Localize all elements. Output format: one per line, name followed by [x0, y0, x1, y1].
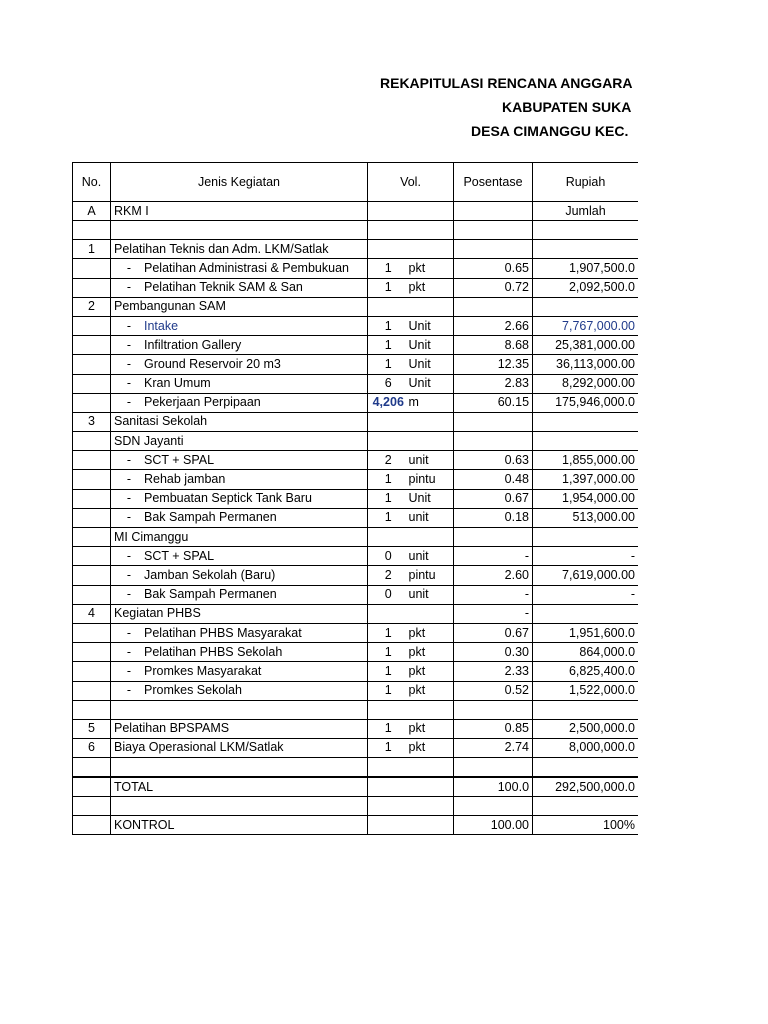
cell-no	[73, 566, 111, 585]
table-row	[73, 412, 639, 431]
cell-qty: 2	[368, 566, 406, 585]
cell-no	[73, 470, 111, 489]
cell-qty: 1	[368, 719, 406, 738]
cell-item	[111, 643, 368, 662]
item-label: Pelatihan BPSPAMS	[114, 721, 230, 736]
cell-unit	[406, 432, 454, 451]
cell-posentase: 0.72	[454, 278, 533, 297]
cell-rupiah: 2,500,000.0	[533, 719, 638, 738]
cell-posentase	[454, 297, 533, 316]
cell-no	[73, 355, 111, 374]
cell-rupiah: 864,000.0	[533, 643, 638, 662]
item-label: Pelatihan Teknis dan Adm. LKM/Satlak	[114, 241, 329, 256]
sub-item-marker: -	[126, 644, 132, 659]
cell-unit	[406, 604, 454, 623]
cell-item	[111, 470, 368, 489]
cell-item	[111, 240, 368, 259]
cell-qty: 1	[368, 278, 406, 297]
cell-unit: Unit	[406, 355, 454, 374]
cell-no: 2	[73, 297, 111, 316]
cell-item	[111, 681, 368, 700]
cell-qty	[368, 297, 406, 316]
item-label: TOTAL	[114, 779, 154, 794]
cell-item	[111, 374, 368, 393]
cell-unit: unit	[406, 547, 454, 566]
cell-qty: 1	[368, 681, 406, 700]
cell-qty: 6	[368, 374, 406, 393]
table-row	[73, 316, 639, 335]
cell-posentase	[454, 528, 533, 547]
table-body	[73, 202, 639, 835]
cell-posentase	[454, 758, 533, 778]
cell-no	[73, 681, 111, 700]
cell-item	[111, 816, 368, 835]
cell-item	[111, 489, 368, 508]
cell-rupiah: 36,113,000.00	[533, 355, 638, 374]
cell-posentase: -	[454, 585, 533, 604]
cell-posentase: 2.33	[454, 662, 533, 681]
cell-no	[73, 700, 111, 719]
table-row	[73, 259, 639, 278]
item-label: Jamban Sekolah (Baru)	[144, 567, 276, 582]
table-row	[73, 470, 639, 489]
cell-no	[73, 374, 111, 393]
cell-rupiah: -	[533, 585, 638, 604]
cell-posentase	[454, 221, 533, 240]
table-row	[73, 816, 639, 835]
item-label: Pelatihan PHBS Masyarakat	[144, 625, 302, 640]
cell-posentase: -	[454, 604, 533, 623]
cell-unit: pkt	[406, 719, 454, 738]
cell-no	[73, 278, 111, 297]
cell-unit: unit	[406, 508, 454, 527]
table-row	[73, 278, 639, 297]
cell-unit	[406, 221, 454, 240]
cell-qty	[368, 700, 406, 719]
cell-qty: 1	[368, 336, 406, 355]
sub-item-marker: -	[126, 376, 132, 391]
item-label: SCT + SPAL	[144, 548, 215, 563]
item-label: SDN Jayanti	[114, 433, 184, 448]
cell-qty: 1	[368, 355, 406, 374]
table-row	[73, 355, 639, 374]
cell-no	[73, 528, 111, 547]
cell-rupiah: 25,381,000.00	[533, 336, 638, 355]
cell-no: 1	[73, 240, 111, 259]
cell-no	[73, 432, 111, 451]
cell-qty	[368, 797, 406, 816]
cell-posentase: 0.63	[454, 451, 533, 470]
cell-qty: 1	[368, 662, 406, 681]
cell-item	[111, 412, 368, 431]
cell-item	[111, 797, 368, 816]
cell-no: 3	[73, 412, 111, 431]
cell-item	[111, 355, 368, 374]
spacer-row	[73, 700, 639, 719]
cell-rupiah: 513,000.00	[533, 508, 638, 527]
cell-unit: pkt	[406, 278, 454, 297]
table-row	[73, 297, 639, 316]
cell-unit: m	[406, 393, 454, 412]
sub-item-marker: -	[126, 260, 132, 275]
item-label: Pekerjaan Perpipaan	[144, 395, 261, 410]
item-label: RKM I	[114, 203, 149, 218]
cell-rupiah: 7,619,000.00	[533, 566, 638, 585]
cell-unit	[406, 700, 454, 719]
cell-item	[111, 221, 368, 240]
cell-posentase: 0.48	[454, 470, 533, 489]
cell-qty	[368, 202, 406, 221]
item-label: Kran Umum	[144, 376, 211, 391]
table-row	[73, 681, 639, 700]
cell-no: 4	[73, 604, 111, 623]
table-row	[73, 777, 639, 797]
cell-qty: 4,206	[368, 393, 406, 412]
cell-unit: unit	[406, 585, 454, 604]
cell-rupiah: 7,767,000.00	[533, 316, 638, 335]
table-row	[73, 738, 639, 757]
item-label: Bak Sampah Permanen	[144, 510, 277, 525]
cell-no	[73, 393, 111, 412]
cell-rupiah: 1,855,000.00	[533, 451, 638, 470]
item-label: Intake	[144, 318, 179, 333]
cell-item	[111, 585, 368, 604]
cell-qty	[368, 604, 406, 623]
cell-rupiah: 6,825,400.0	[533, 662, 638, 681]
cell-no	[73, 489, 111, 508]
item-label: Pembangunan SAM	[114, 299, 226, 314]
table-row	[73, 662, 639, 681]
header-posentase: Posentase	[454, 163, 533, 202]
table-row	[73, 528, 639, 547]
cell-item	[111, 777, 368, 797]
sub-item-marker: -	[126, 510, 132, 525]
cell-no	[73, 547, 111, 566]
cell-rupiah	[533, 412, 638, 431]
table-row	[73, 547, 639, 566]
cell-item	[111, 432, 368, 451]
cell-no	[73, 585, 111, 604]
sub-item-marker: -	[126, 337, 132, 352]
cell-no	[73, 777, 111, 797]
title-line-1: REKAPITULASI RENCANA ANGGARA	[380, 75, 633, 91]
cell-rupiah: 1,954,000.00	[533, 489, 638, 508]
cell-unit	[406, 412, 454, 431]
title-line-2: KABUPATEN SUKA	[502, 99, 632, 115]
table-row	[73, 566, 639, 585]
table-row	[73, 643, 639, 662]
cell-no: A	[73, 202, 111, 221]
cell-posentase	[454, 797, 533, 816]
title-line-3: DESA CIMANGGU KEC.	[471, 123, 629, 139]
item-label: Sanitasi Sekolah	[114, 414, 208, 429]
cell-qty: 1	[368, 738, 406, 757]
cell-rupiah: 175,946,000.0	[533, 393, 638, 412]
cell-no	[73, 643, 111, 662]
cell-qty: 1	[368, 489, 406, 508]
cell-unit: unit	[406, 451, 454, 470]
cell-rupiah: 2,092,500.0	[533, 278, 638, 297]
header-rupiah: Rupiah	[533, 163, 638, 202]
cell-rupiah	[533, 432, 638, 451]
cell-posentase: 2.60	[454, 566, 533, 585]
cell-rupiah	[533, 604, 638, 623]
cell-qty: 1	[368, 470, 406, 489]
item-label: KONTROL	[114, 817, 175, 832]
cell-item	[111, 604, 368, 623]
table-row	[73, 336, 639, 355]
item-label: Promkes Masyarakat	[144, 663, 262, 678]
cell-rupiah: 1,397,000.00	[533, 470, 638, 489]
item-label: Rehab jamban	[144, 472, 226, 487]
table-row	[73, 508, 639, 527]
cell-unit: pkt	[406, 259, 454, 278]
cell-posentase: 100.0	[454, 777, 533, 797]
cell-posentase: 0.67	[454, 489, 533, 508]
cell-qty	[368, 777, 406, 797]
spacer-row	[73, 221, 639, 240]
sub-item-marker: -	[126, 318, 132, 333]
header-row	[73, 163, 639, 202]
cell-item	[111, 316, 368, 335]
item-label: Promkes Sekolah	[144, 683, 242, 698]
cell-qty	[368, 528, 406, 547]
cell-qty: 0	[368, 585, 406, 604]
cell-qty	[368, 816, 406, 835]
cell-rupiah	[533, 297, 638, 316]
item-label: Pelatihan PHBS Sekolah	[144, 644, 283, 659]
cell-no	[73, 623, 111, 642]
budget-table	[72, 162, 638, 835]
cell-unit: Unit	[406, 489, 454, 508]
cell-unit	[406, 202, 454, 221]
sub-item-marker: -	[126, 567, 132, 582]
cell-unit: Unit	[406, 374, 454, 393]
cell-posentase	[454, 432, 533, 451]
cell-posentase	[454, 240, 533, 259]
cell-rupiah	[533, 240, 638, 259]
cell-qty: 1	[368, 316, 406, 335]
cell-item	[111, 700, 368, 719]
item-label: Pelatihan Administrasi & Pembukuan	[144, 260, 349, 275]
sub-item-marker: -	[126, 280, 132, 295]
cell-qty: 2	[368, 451, 406, 470]
cell-rupiah	[533, 797, 638, 816]
item-label: Pembuatan Septick Tank Baru	[144, 491, 312, 506]
cell-unit	[406, 777, 454, 797]
table-row	[73, 623, 639, 642]
cell-no	[73, 259, 111, 278]
cell-unit	[406, 240, 454, 259]
cell-posentase	[454, 412, 533, 431]
cell-posentase: 8.68	[454, 336, 533, 355]
cell-qty	[368, 240, 406, 259]
cell-no: 5	[73, 719, 111, 738]
sub-item-marker: -	[126, 395, 132, 410]
cell-unit	[406, 528, 454, 547]
cell-item	[111, 547, 368, 566]
cell-posentase: -	[454, 547, 533, 566]
cell-posentase: 2.66	[454, 316, 533, 335]
cell-qty: 1	[368, 508, 406, 527]
cell-item	[111, 259, 368, 278]
cell-qty	[368, 432, 406, 451]
cell-qty	[368, 758, 406, 778]
cell-rupiah: 8,000,000.0	[533, 738, 638, 757]
sub-item-marker: -	[126, 548, 132, 563]
cell-item	[111, 623, 368, 642]
cell-posentase: 0.67	[454, 623, 533, 642]
table-row	[73, 432, 639, 451]
cell-no: 6	[73, 738, 111, 757]
cell-no	[73, 662, 111, 681]
sub-item-marker: -	[126, 663, 132, 678]
cell-posentase: 0.85	[454, 719, 533, 738]
cell-item	[111, 508, 368, 527]
cell-unit: Unit	[406, 316, 454, 335]
cell-unit	[406, 758, 454, 778]
cell-item	[111, 202, 368, 221]
header-vol: Vol.	[368, 163, 454, 202]
cell-rupiah: 1,907,500.0	[533, 259, 638, 278]
cell-rupiah: 1,951,600.0	[533, 623, 638, 642]
cell-no	[73, 508, 111, 527]
spacer-row	[73, 758, 639, 778]
cell-item	[111, 278, 368, 297]
cell-item	[111, 662, 368, 681]
cell-item	[111, 336, 368, 355]
cell-rupiah: 1,522,000.0	[533, 681, 638, 700]
cell-item	[111, 297, 368, 316]
cell-qty: 1	[368, 643, 406, 662]
table-row	[73, 719, 639, 738]
header-jenis-kegiatan: Jenis Kegiatan	[111, 163, 368, 202]
item-label: Bak Sampah Permanen	[144, 587, 277, 602]
cell-qty	[368, 412, 406, 431]
cell-no	[73, 221, 111, 240]
item-label: SCT + SPAL	[144, 452, 215, 467]
cell-qty: 0	[368, 547, 406, 566]
cell-no	[73, 451, 111, 470]
cell-rupiah: -	[533, 547, 638, 566]
cell-item	[111, 393, 368, 412]
cell-item	[111, 451, 368, 470]
cell-rupiah: 8,292,000.00	[533, 374, 638, 393]
cell-no	[73, 758, 111, 778]
sub-item-marker: -	[126, 683, 132, 698]
cell-unit	[406, 297, 454, 316]
item-label: Infiltration Gallery	[144, 337, 242, 352]
cell-unit: pkt	[406, 643, 454, 662]
cell-unit: pkt	[406, 623, 454, 642]
item-label: MI Cimanggu	[114, 529, 189, 544]
table-row	[73, 393, 639, 412]
sub-item-marker: -	[126, 472, 132, 487]
cell-rupiah	[533, 528, 638, 547]
cell-posentase: 100.00	[454, 816, 533, 835]
item-label: Kegiatan PHBS	[114, 606, 201, 621]
title-block	[0, 0, 768, 160]
cell-unit	[406, 816, 454, 835]
cell-rupiah	[533, 758, 638, 778]
cell-unit	[406, 797, 454, 816]
cell-rupiah: Jumlah	[533, 202, 638, 221]
cell-rupiah: 292,500,000.0	[533, 777, 638, 797]
sub-item-marker: -	[126, 356, 132, 371]
table-row	[73, 240, 639, 259]
cell-item	[111, 719, 368, 738]
cell-item	[111, 758, 368, 778]
item-label: Pelatihan Teknik SAM & San	[144, 280, 303, 295]
sub-item-marker: -	[126, 491, 132, 506]
cell-no	[73, 316, 111, 335]
cell-qty: 1	[368, 623, 406, 642]
cell-posentase: 0.30	[454, 643, 533, 662]
cell-posentase: 12.35	[454, 355, 533, 374]
cell-posentase	[454, 202, 533, 221]
cell-item	[111, 528, 368, 547]
sub-item-marker: -	[126, 625, 132, 640]
cell-unit: pintu	[406, 470, 454, 489]
cell-qty	[368, 221, 406, 240]
table-row	[73, 202, 639, 221]
table-row	[73, 585, 639, 604]
table-row	[73, 374, 639, 393]
cell-unit: pintu	[406, 566, 454, 585]
cell-unit: Unit	[406, 336, 454, 355]
cell-unit: pkt	[406, 738, 454, 757]
cell-unit: pkt	[406, 662, 454, 681]
cell-rupiah: 100%	[533, 816, 638, 835]
cell-no	[73, 336, 111, 355]
cell-rupiah	[533, 221, 638, 240]
table-row	[73, 604, 639, 623]
cell-item	[111, 566, 368, 585]
header-no: No.	[73, 163, 111, 202]
item-label: Ground Reservoir 20 m3	[144, 356, 281, 371]
cell-posentase: 60.15	[454, 393, 533, 412]
cell-posentase: 2.74	[454, 738, 533, 757]
table-row	[73, 451, 639, 470]
sub-item-marker: -	[126, 587, 132, 602]
cell-rupiah	[533, 700, 638, 719]
item-label: Biaya Operasional LKM/Satlak	[114, 740, 284, 755]
sub-item-marker: -	[126, 452, 132, 467]
budget-sheet	[72, 162, 638, 847]
cell-posentase	[454, 700, 533, 719]
cell-no	[73, 797, 111, 816]
cell-posentase: 0.52	[454, 681, 533, 700]
table-row	[73, 489, 639, 508]
spacer-row	[73, 797, 639, 816]
cell-posentase: 0.18	[454, 508, 533, 527]
cell-no	[73, 816, 111, 835]
cell-posentase: 0.65	[454, 259, 533, 278]
cell-item	[111, 738, 368, 757]
cell-unit: pkt	[406, 681, 454, 700]
cell-posentase: 2.83	[454, 374, 533, 393]
cell-qty: 1	[368, 259, 406, 278]
